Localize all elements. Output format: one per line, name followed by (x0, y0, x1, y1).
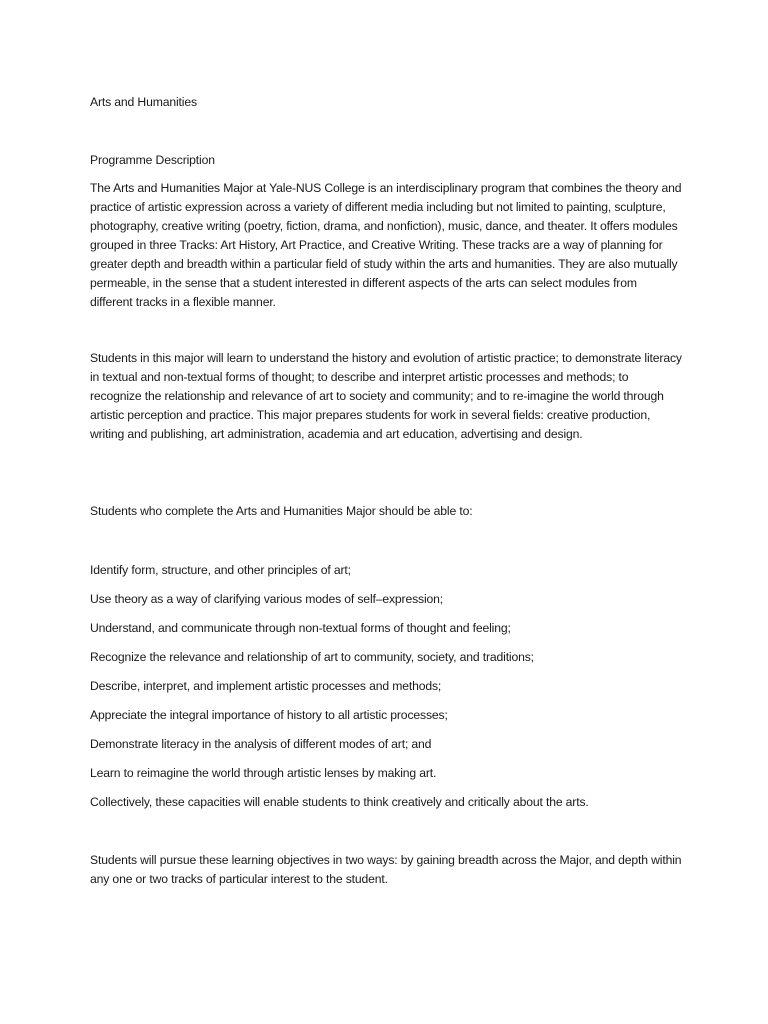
objective-item: Use theory as a way of clarifying various modes of self–expression; (90, 592, 444, 606)
objective-item: Appreciate the integral importance of history to all artistic processes; (90, 708, 448, 722)
objective-item: Demonstrate literacy in the analysis of different modes of art; and (90, 737, 432, 751)
objective-item: Understand, and communicate through non-textual forms of thought and feeling; (90, 621, 511, 635)
objective-item: Learn to reimagine the world through artistic lenses by making art. (90, 766, 437, 780)
objectives-summary: Collectively, these capacities will enable students to think creatively and critically about the arts. (90, 795, 589, 809)
closing-paragraph: Students will pursue these learning objectives in two ways: by gaining breadth across the Major, and depth within any one or two tracks of particular interest to the student. (90, 853, 682, 886)
objective-item: Recognize the relevance and relationship of art to community, society, and traditions; (90, 650, 534, 664)
objective-item: Describe, interpret, and implement artistic processes and methods; (90, 679, 442, 693)
objectives-intro: Students who complete the Arts and Humanities Major should be able to: (90, 504, 473, 518)
learning-outcomes-paragraph: Students in this major will learn to understand the history and evolution of artistic practice; to demonstrate literacy in textual and non-textual forms of thought; to describe and interpret artistic processes and methods; to recognize the relationship and relevance of art to society and community; and to re-imagine the world through artistic perception and practice. This major prepares students for work in several fields: creative production, writing and publishing, art administration, academia and art education, advertising and design. (90, 351, 682, 441)
objective-item: Identify form, structure, and other principles of art; (90, 563, 351, 577)
document-title: Arts and Humanities (90, 95, 197, 109)
section-heading: Programme Description (90, 153, 215, 167)
programme-description-paragraph: The Arts and Humanities Major at Yale-NUS College is an interdisciplinary program that combines the theory and practice of artistic expression across a variety of different media including but not limited to painting, sculpture, photography, creative writing (poetry, fiction, drama, and nonfiction), music, dance, and theater. It offers modules grouped in three Tracks: Art History, Art Practice, and Creative Writing. These tracks are a way of planning for greater depth and breadth within a particular field of study within the arts and humanities. They are also mutually permeable, in the sense that a student interested in different aspects of the arts can select modules from different tracks in a flexible manner. (90, 181, 682, 309)
